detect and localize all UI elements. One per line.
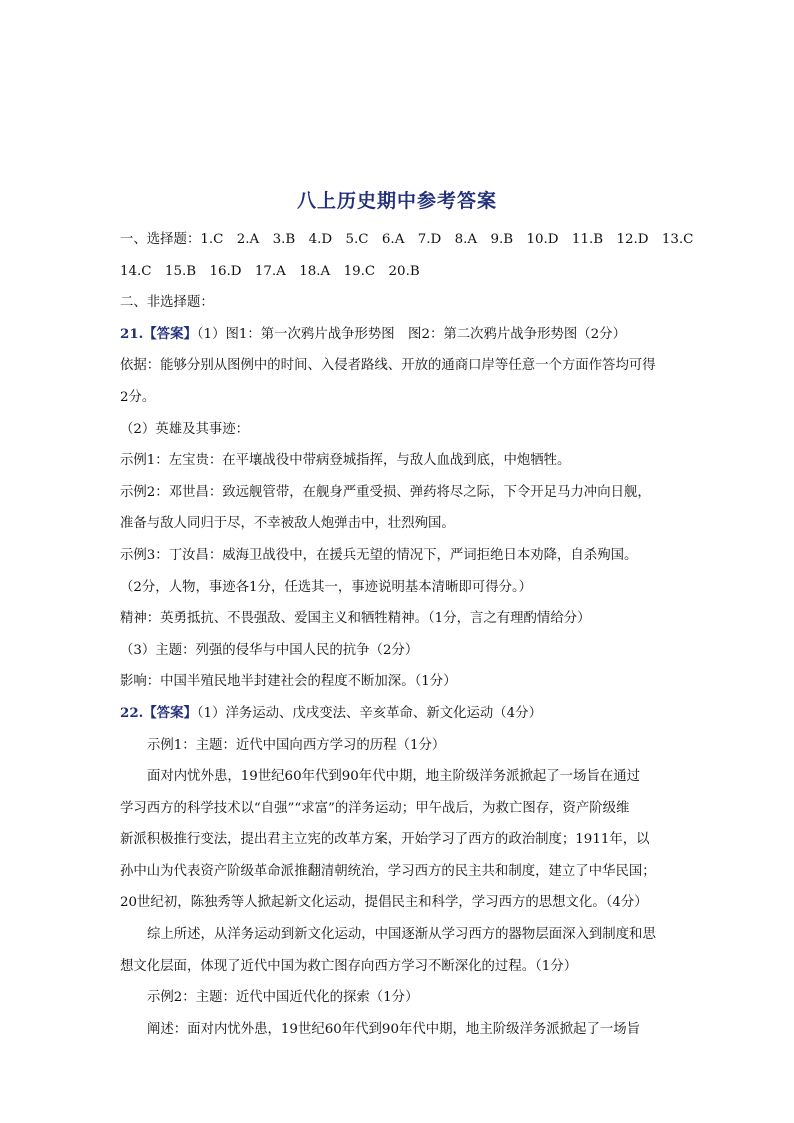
q21-part3-theme: （3）主题：列强的侵华与中国人民的抗争（2分） (120, 642, 419, 658)
answer-content (120, 224, 694, 1045)
q22-summary-line-1: 综上所述，从洋务运动到新文化运动，中国逐渐从学习西方的器物层面深入到制度和思 (147, 927, 656, 943)
q22-example-2-text-1: 阐述：面对内忧外患，19世纪60年代到90年代中期，地主阶级洋务派掀起了一场旨 (147, 1021, 641, 1037)
q21-example-2-line-1: 示例2：邓世昌：致远舰管带，在舰身严重受损、弹药将尽之际，下令开足马力冲向日舰， (120, 484, 651, 500)
q22-answer-line (120, 698, 680, 730)
q22-example-1-theme: 示例1：主题：近代中国向西方学习的历程（1分） (147, 737, 446, 753)
q21-part3-impact: 影响：中国半殖民地半封建社会的程度不断加深。（1分） (120, 674, 457, 690)
q21-scoring-note: （2分，人物，事迹各1分，任选其一，事迹说明基本清晰即可得分。） (120, 579, 533, 595)
page-title: 八上历史期中参考答案 (296, 190, 497, 212)
q21-example-1: 示例1：左宝贵：在平壤战役中带病登城指挥，与敌人血战到底，中炮牺牲。 (120, 453, 571, 469)
q22-example-1-text-1: 面对内忧外患，19世纪60年代到90年代中期，地主阶级洋务派掀起了一场旨在通过 (147, 769, 641, 785)
non-choice-heading: 二、非选择题： (120, 295, 214, 311)
q21-spirit: 精神：英勇抵抗、不畏强敌、爱国主义和牺牲精神。（1分，言之有理酌情给分） (120, 611, 591, 627)
q22-summary-line-2: 想文化层面，体现了近代中国为救亡图存向西方学习不断深化的过程。（1分） (120, 958, 578, 974)
q22-example-2-theme: 示例2：主题：近代中国近代化的探索（1分） (147, 990, 419, 1006)
q22-example-1-text-3: 新派积极推行变法，提出君主立宪的改革方案，开始学习了西方的政治制度；1911年，以 (120, 832, 650, 848)
q21-label: 21.【答案】 (120, 325, 197, 342)
choice-answers-line-2: 14.C 15.B 16.D 17.A 18.A 19.C 20.B (120, 263, 420, 279)
q22-example-1-text-4: 孙中山为代表资产阶级革命派推翻清朝统治，学习西方的民主共和制度，建立了中华民国； (120, 863, 656, 879)
q22-part1: （1）洋务运动、戊戌变法、辛亥革命、新文化运动（4分） (196, 705, 542, 721)
q22-example-1-text-2: 学习西方的科学技术以“自强”“求富”的洋务运动；甲午战后，为救亡图存，资产阶级维 (120, 800, 630, 816)
q21-answer-line (120, 319, 680, 351)
q21-example-3: 示例3：丁汝昌：威海卫战役中，在援兵无望的情况下，严词拒绝日本劝降，自杀殉国。 (120, 547, 638, 563)
q21-example-2-line-2: 准备与敌人同归于尽，不幸被敌人炮弹击中，壮烈殉国。 (120, 516, 455, 532)
q21-part2-heading: （2）英雄及其事迹： (120, 421, 250, 437)
q22-example-1-text-5: 20世纪初，陈独秀等人掀起新文化运动，提倡民主和科学，学习西方的思想文化。（4分） (120, 895, 648, 911)
choice-answers-line-1: 一、选择题：1.C 2.A 3.B 4.D 5.C 6.A 7.D 8.A 9.B 10.D 11.B 12.D 13.C (120, 232, 694, 247)
q21-basis-line-1: 依据：能够分别从图例中的时间、入侵者路线、开放的通商口岸等任意一个方面作答均可得 (120, 358, 656, 374)
q21-basis-line-2: 2分。 (120, 389, 156, 405)
q22-label: 22.【答案】 (120, 704, 197, 721)
q21-part1: （1）图1：第一次鸦片战争形势图 图2：第二次鸦片战争形势图（2分） (196, 326, 626, 342)
